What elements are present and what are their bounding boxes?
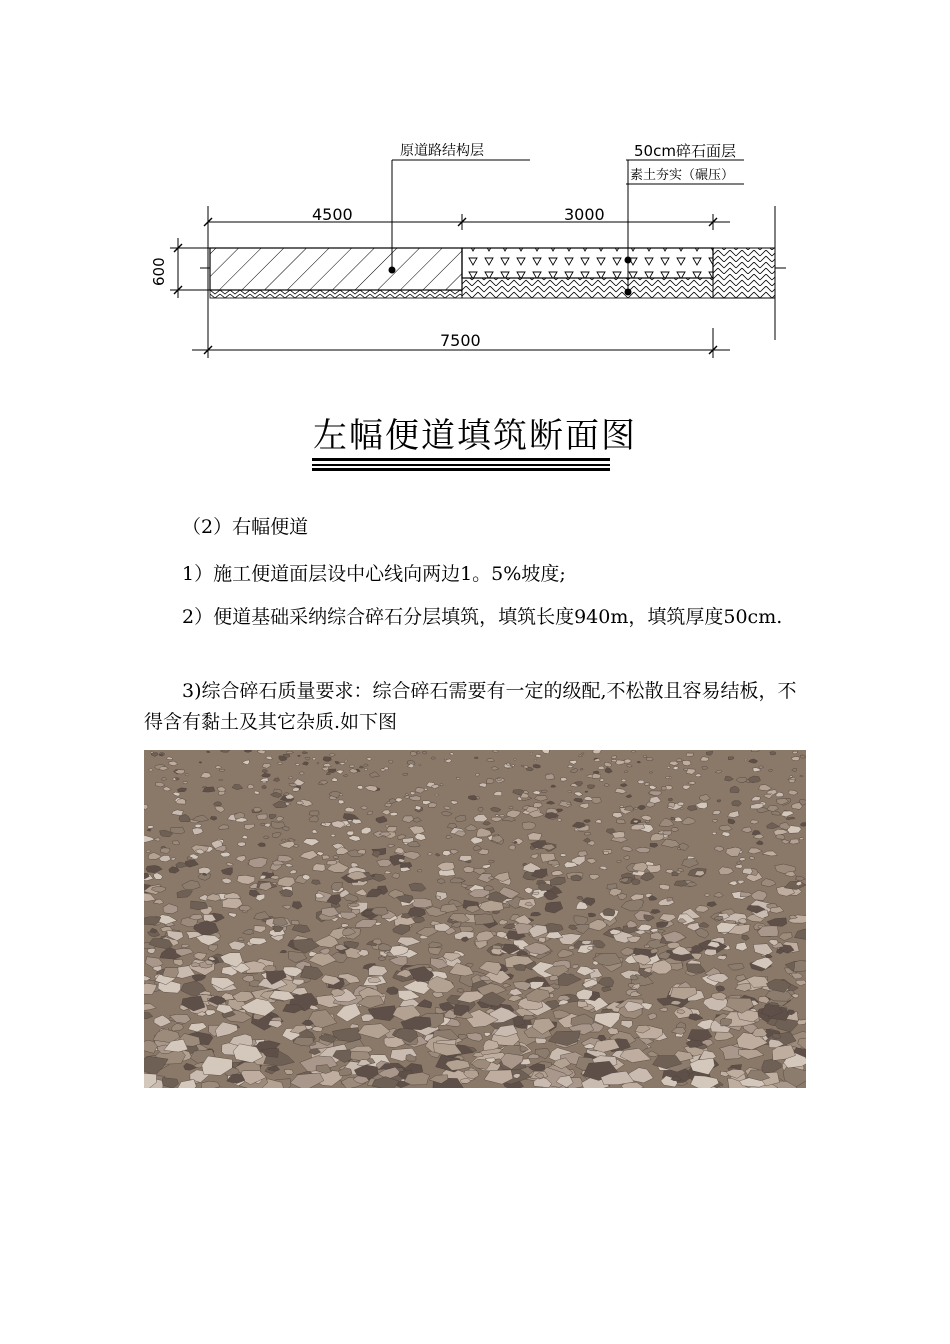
gravel-photo	[144, 750, 806, 1088]
gravel-stone	[677, 759, 682, 762]
original-structure-label: 原道路结构层	[400, 143, 484, 159]
drawing-caption: 左幅便道填筑断面图	[313, 416, 637, 456]
gravel-stone	[389, 760, 393, 763]
gravel-stone	[291, 920, 299, 925]
gravel-stone	[298, 755, 301, 756]
gravel-stone	[514, 759, 516, 760]
gravel-stone	[349, 765, 354, 767]
gravel-stone	[405, 794, 408, 796]
gravel-stone	[171, 858, 176, 860]
gravel-stone	[534, 760, 536, 761]
gravel-stone	[474, 757, 478, 759]
gravel-stone	[404, 1072, 430, 1085]
shoulder-fill	[713, 248, 775, 298]
gravel-stone	[645, 820, 650, 823]
gravel-stone	[331, 834, 335, 836]
gravel-stone	[412, 898, 433, 908]
gravel-stone	[704, 949, 716, 956]
gravel-stone	[582, 753, 584, 754]
gravel-stone	[686, 753, 693, 757]
compacted-soil-layer	[462, 278, 713, 298]
gravel-stone	[220, 769, 225, 771]
gravel-stone	[674, 881, 688, 887]
gravel-stone	[262, 785, 267, 788]
paragraph-foundation: 2）便道基础采纳综合碎石分层填筑，填筑长度940m，填筑厚度50cm.	[182, 606, 783, 628]
gravel-stone	[199, 762, 202, 763]
gravel-stone	[237, 842, 245, 846]
section-heading: （2）右幅便道	[182, 516, 309, 538]
gravel-stone	[333, 856, 339, 859]
gravel-stone	[585, 791, 588, 792]
gravel-stone	[282, 839, 286, 841]
gravel-stone	[512, 765, 515, 767]
gravel-stone	[203, 787, 215, 792]
gravel-stone	[567, 802, 571, 804]
gravel-stone	[435, 794, 439, 796]
gravel-stone	[604, 851, 609, 854]
gravel-stone	[790, 776, 793, 778]
gravel-stone	[769, 770, 773, 772]
gravel-stone	[737, 862, 742, 864]
gravel-stone	[533, 764, 540, 768]
gravel-stone	[584, 832, 591, 835]
dimension-4500: 4500	[312, 205, 353, 224]
gravel-surface-label: 50cm碎石面层	[634, 142, 736, 160]
gravel-stone	[667, 766, 670, 768]
gravel-stone	[560, 777, 567, 781]
paragraph-gravel-quality: 3)综合碎石质量要求：综合碎石需要有一定的级配,不松散且容易结板，不得含有黏土及其它杂质.如下图	[144, 680, 797, 733]
gravel-stone	[770, 752, 776, 755]
gravel-stone	[580, 769, 583, 771]
caption-underline	[312, 458, 610, 472]
gravel-stone	[257, 814, 268, 820]
compacted-soil-label: 素土夯实（碾压）	[630, 168, 735, 183]
gravel-stone	[368, 978, 381, 983]
gravel-surface-layer	[462, 248, 713, 278]
gravel-stone	[588, 946, 593, 950]
subgrade-layer	[210, 290, 462, 298]
gravel-stone	[321, 823, 325, 826]
gravel-stone	[683, 760, 692, 765]
gravel-stone	[487, 778, 495, 783]
gravel-stone	[322, 855, 330, 859]
paragraph-slope: 1）施工便道面层设中心线向两边1。5%坡度;	[182, 563, 566, 585]
gravel-stone	[578, 1001, 588, 1007]
gravel-stone	[643, 755, 647, 757]
dimension-600: 600	[150, 257, 168, 286]
dimension-7500: 7500	[440, 331, 481, 350]
original-structure-layer	[210, 248, 462, 290]
dimension-3000: 3000	[564, 205, 605, 224]
cross-section-drawing	[130, 130, 810, 370]
gravel-stone	[191, 901, 208, 910]
gravel-stone	[530, 752, 533, 753]
gravel-stone	[797, 1019, 806, 1024]
gravel-stone	[793, 751, 798, 754]
gravel-stone	[509, 806, 513, 808]
gravel-stone	[661, 786, 666, 790]
gravel-stone	[793, 960, 806, 972]
gravel-stone	[663, 831, 672, 835]
gravel-stone	[313, 864, 325, 872]
